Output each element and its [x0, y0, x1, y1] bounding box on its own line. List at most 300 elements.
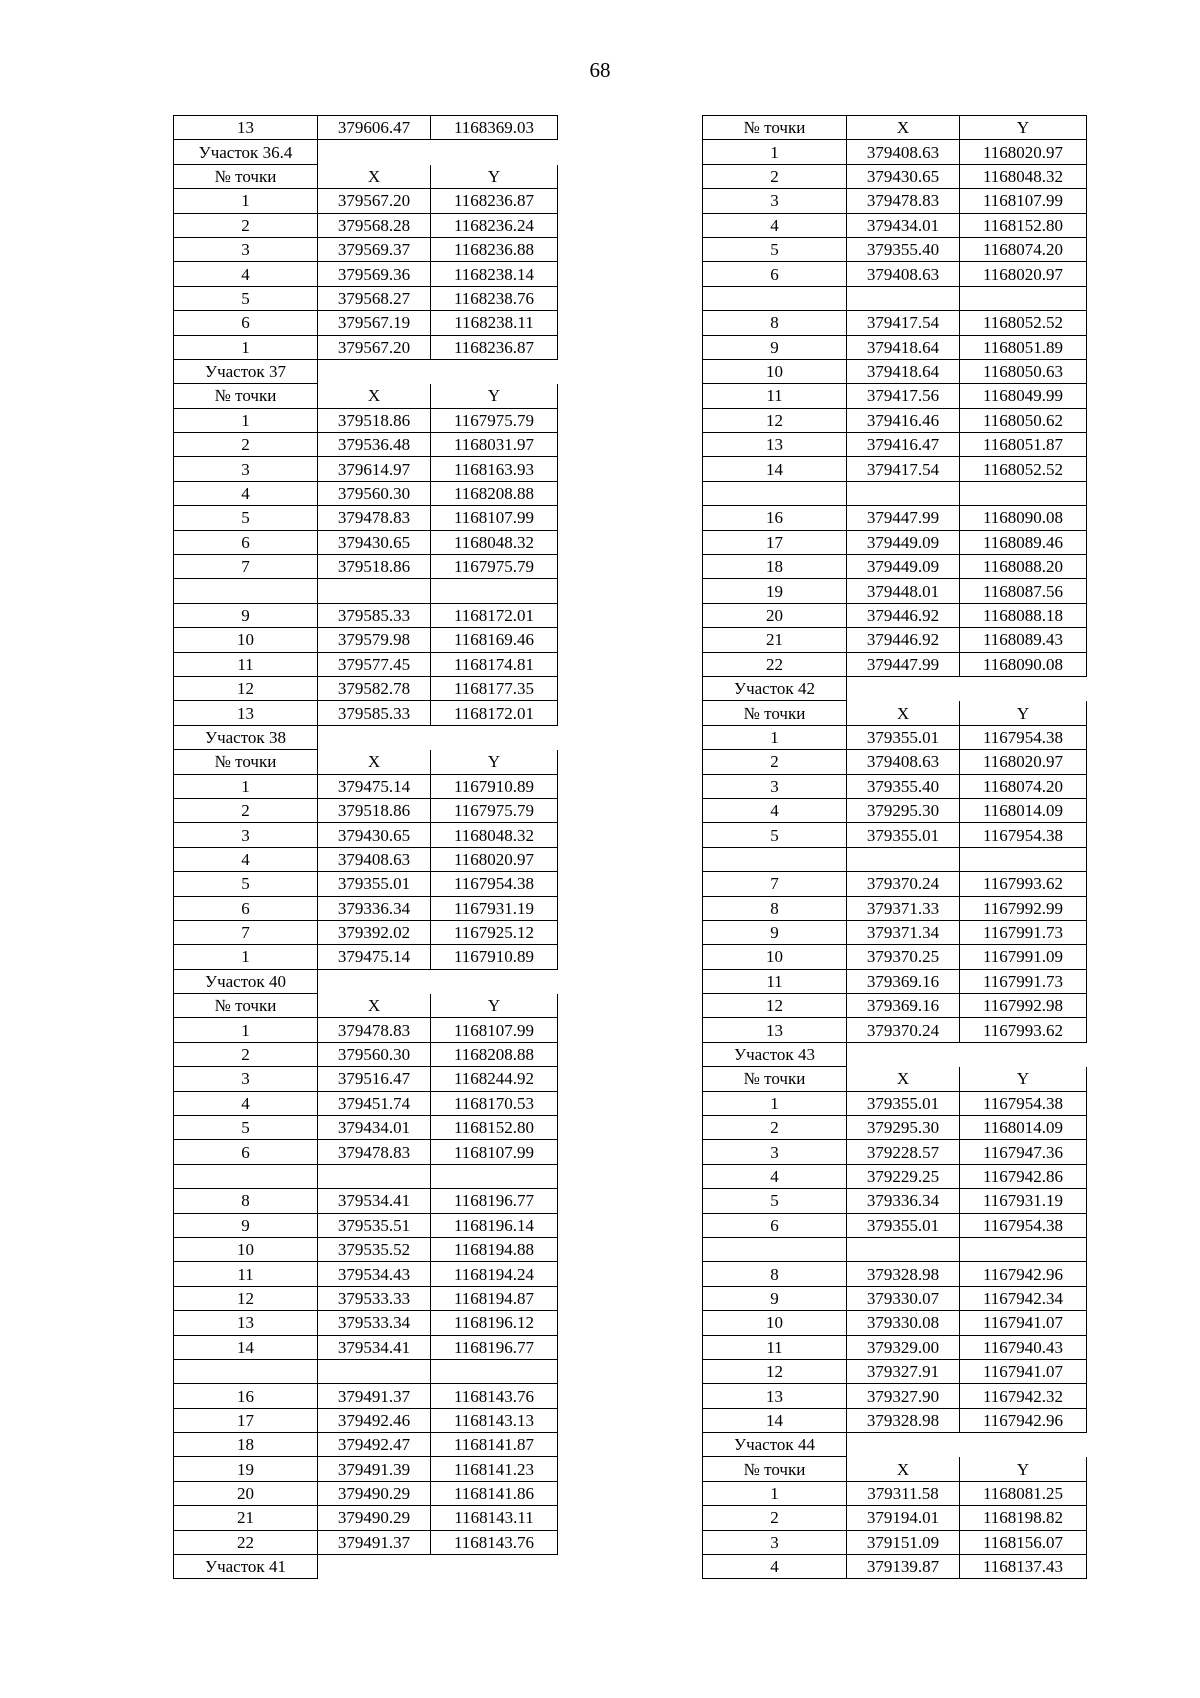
x-coordinate-cell: 379492.46	[318, 1408, 431, 1432]
point-number-cell	[174, 1359, 318, 1383]
section-title-row	[174, 359, 558, 383]
section-title-row	[703, 1433, 1087, 1457]
point-number-cell: 12	[703, 1359, 847, 1383]
point-number-cell: 6	[703, 262, 847, 286]
section-title: Участок 43	[703, 1042, 847, 1066]
table-row	[703, 872, 1087, 896]
point-number-cell: 13	[703, 1384, 847, 1408]
point-number-cell: 8	[703, 311, 847, 335]
point-number-cell: 2	[703, 750, 847, 774]
x-coordinate-cell: 379355.40	[847, 237, 960, 261]
y-coordinate-cell: 1167931.19	[431, 896, 558, 920]
x-coordinate-cell: 379229.25	[847, 1164, 960, 1188]
x-coordinate-cell: 379534.41	[318, 1189, 431, 1213]
y-coordinate-cell: 1168194.24	[431, 1262, 558, 1286]
point-number-cell: 14	[703, 1408, 847, 1432]
point-number-header: № точки	[703, 1067, 847, 1091]
empty-cell	[960, 1042, 1087, 1066]
x-coordinate-cell: 379475.14	[318, 945, 431, 969]
point-number-cell: 17	[703, 530, 847, 554]
header-row	[703, 1067, 1087, 1091]
section-title-row	[174, 969, 558, 993]
empty-cell	[431, 140, 558, 164]
point-number-cell: 7	[174, 555, 318, 579]
x-coordinate-cell: 379560.30	[318, 481, 431, 505]
table-row	[174, 579, 558, 603]
point-number-cell: 10	[174, 628, 318, 652]
x-coordinate-cell: 379369.16	[847, 969, 960, 993]
x-coordinate-cell: 379295.30	[847, 1116, 960, 1140]
y-coordinate-cell: 1168152.80	[431, 1116, 558, 1140]
y-coordinate-cell: 1168048.32	[431, 530, 558, 554]
table-row	[174, 896, 558, 920]
table-row	[703, 1140, 1087, 1164]
point-number-cell: 13	[174, 701, 318, 725]
table-row	[703, 262, 1087, 286]
x-coordinate-cell	[847, 481, 960, 505]
y-coordinate-cell: 1168087.56	[960, 579, 1087, 603]
x-coordinate-cell: 379329.00	[847, 1335, 960, 1359]
table-row	[703, 530, 1087, 554]
x-coordinate-cell: 379536.48	[318, 433, 431, 457]
y-coordinate-cell: 1168089.43	[960, 628, 1087, 652]
point-number-cell: 2	[174, 213, 318, 237]
table-row	[174, 1237, 558, 1261]
header-row	[174, 994, 558, 1018]
y-coordinate-cell: 1167991.73	[960, 969, 1087, 993]
y-coordinate-cell: 1167910.89	[431, 774, 558, 798]
table-row	[703, 311, 1087, 335]
point-number-cell: 2	[703, 1506, 847, 1530]
x-coordinate-cell: 379434.01	[847, 213, 960, 237]
point-number-header: № точки	[703, 701, 847, 725]
table-row	[703, 1384, 1087, 1408]
y-coordinate-cell: 1167993.62	[960, 872, 1087, 896]
y-coordinate-cell	[960, 1237, 1087, 1261]
y-coordinate-cell: 1168196.77	[431, 1335, 558, 1359]
empty-cell	[318, 725, 431, 749]
y-coordinate-cell	[960, 847, 1087, 871]
point-number-cell	[174, 1164, 318, 1188]
table-row	[703, 969, 1087, 993]
point-number-cell	[703, 847, 847, 871]
y-coordinate-cell	[960, 286, 1087, 310]
y-coordinate-cell: 1168236.87	[431, 335, 558, 359]
x-coordinate-cell: 379336.34	[318, 896, 431, 920]
table-row	[703, 798, 1087, 822]
y-coordinate-cell: 1168143.76	[431, 1384, 558, 1408]
y-coordinate-cell: 1167991.09	[960, 945, 1087, 969]
table-row	[703, 1116, 1087, 1140]
table-row	[174, 1457, 558, 1481]
section-title: Участок 37	[174, 359, 318, 383]
empty-cell	[431, 969, 558, 993]
table-row	[703, 237, 1087, 261]
x-coordinate-cell: 379369.16	[847, 994, 960, 1018]
x-coordinate-cell: 379370.24	[847, 872, 960, 896]
y-coordinate-cell: 1168074.20	[960, 237, 1087, 261]
x-coordinate-cell: 379371.34	[847, 920, 960, 944]
point-number-cell: 4	[174, 481, 318, 505]
x-coordinate-cell: 379430.65	[318, 530, 431, 554]
x-header: X	[847, 1457, 960, 1481]
point-number-cell: 13	[174, 1311, 318, 1335]
table-row	[703, 164, 1087, 188]
x-coordinate-cell: 379535.51	[318, 1213, 431, 1237]
y-coordinate-cell: 1168143.11	[431, 1506, 558, 1530]
y-coordinate-cell: 1168014.09	[960, 1116, 1087, 1140]
table-row	[703, 359, 1087, 383]
y-coordinate-cell: 1168050.63	[960, 359, 1087, 383]
y-coordinate-cell: 1168172.01	[431, 701, 558, 725]
point-number-cell: 9	[703, 335, 847, 359]
point-number-cell: 12	[174, 676, 318, 700]
table-row	[174, 847, 558, 871]
point-number-cell: 2	[703, 164, 847, 188]
x-coordinate-cell: 379417.56	[847, 384, 960, 408]
table-row	[703, 1481, 1087, 1505]
y-coordinate-cell: 1168090.08	[960, 652, 1087, 676]
y-coordinate-cell: 1167975.79	[431, 555, 558, 579]
y-coordinate-cell	[431, 579, 558, 603]
point-number-cell: 16	[174, 1384, 318, 1408]
y-coordinate-cell	[960, 481, 1087, 505]
point-number-cell: 2	[174, 433, 318, 457]
table-row	[174, 798, 558, 822]
y-coordinate-cell: 1168081.25	[960, 1481, 1087, 1505]
x-coordinate-cell: 379535.52	[318, 1237, 431, 1261]
x-coordinate-cell: 379568.27	[318, 286, 431, 310]
x-coordinate-cell: 379408.63	[847, 262, 960, 286]
y-header: Y	[960, 701, 1087, 725]
point-number-cell: 22	[174, 1530, 318, 1554]
point-number-cell: 1	[174, 945, 318, 969]
point-number-cell: 21	[174, 1506, 318, 1530]
section-title: Участок 42	[703, 676, 847, 700]
table-row	[703, 920, 1087, 944]
header-row	[174, 164, 558, 188]
point-number-header: № точки	[703, 1457, 847, 1481]
point-number-cell: 8	[703, 896, 847, 920]
empty-cell	[847, 1433, 960, 1457]
y-coordinate-cell: 1168141.86	[431, 1481, 558, 1505]
point-number-cell: 3	[174, 457, 318, 481]
point-number-cell: 1	[174, 1018, 318, 1042]
table-row	[174, 603, 558, 627]
table-row	[174, 872, 558, 896]
x-coordinate-cell: 379567.20	[318, 189, 431, 213]
table-row	[174, 433, 558, 457]
empty-cell	[431, 1555, 558, 1579]
y-coordinate-cell: 1168238.76	[431, 286, 558, 310]
y-header: Y	[431, 164, 558, 188]
point-number-cell: 10	[703, 359, 847, 383]
y-coordinate-cell: 1168088.18	[960, 603, 1087, 627]
point-number-cell: 4	[174, 847, 318, 871]
point-number-cell	[703, 286, 847, 310]
point-number-cell: 11	[703, 1335, 847, 1359]
point-number-cell: 12	[703, 994, 847, 1018]
table-row	[174, 1408, 558, 1432]
x-header: X	[318, 994, 431, 1018]
table-row	[174, 1262, 558, 1286]
coordinates-table-left	[173, 115, 558, 1579]
y-coordinate-cell: 1168107.99	[431, 1140, 558, 1164]
point-number-cell	[174, 579, 318, 603]
table-row	[703, 628, 1087, 652]
y-coordinate-cell: 1168107.99	[431, 1018, 558, 1042]
table-row	[174, 116, 558, 140]
table-row	[174, 1286, 558, 1310]
point-number-cell: 1	[703, 140, 847, 164]
point-number-cell: 6	[174, 896, 318, 920]
section-title-row	[174, 1555, 558, 1579]
point-number-cell: 6	[174, 530, 318, 554]
y-coordinate-cell: 1168107.99	[431, 506, 558, 530]
point-number-cell	[703, 481, 847, 505]
table-row	[703, 603, 1087, 627]
table-row	[703, 481, 1087, 505]
table-row	[703, 1555, 1087, 1579]
table-row	[703, 896, 1087, 920]
point-number-cell: 8	[703, 1262, 847, 1286]
table-row	[174, 1506, 558, 1530]
x-coordinate-cell: 379371.33	[847, 896, 960, 920]
x-coordinate-cell: 379408.63	[318, 847, 431, 871]
point-number-cell: 19	[174, 1457, 318, 1481]
point-number-cell: 5	[174, 286, 318, 310]
table-row	[703, 1408, 1087, 1432]
y-coordinate-cell: 1168050.62	[960, 408, 1087, 432]
table-row	[703, 1164, 1087, 1188]
y-coordinate-cell: 1168014.09	[960, 798, 1087, 822]
point-number-cell: 7	[174, 920, 318, 944]
y-coordinate-cell: 1168049.99	[960, 384, 1087, 408]
x-coordinate-cell: 379370.24	[847, 1018, 960, 1042]
table-row	[174, 335, 558, 359]
section-title-row	[703, 676, 1087, 700]
point-number-cell: 18	[174, 1433, 318, 1457]
x-coordinate-cell: 379446.92	[847, 603, 960, 627]
x-coordinate-cell: 379416.47	[847, 433, 960, 457]
point-number-cell: 3	[174, 237, 318, 261]
table-row	[174, 506, 558, 530]
x-coordinate-cell: 379478.83	[318, 1140, 431, 1164]
table-row	[703, 1189, 1087, 1213]
y-header: Y	[960, 116, 1087, 140]
table-row	[703, 140, 1087, 164]
x-coordinate-cell: 379355.01	[847, 725, 960, 749]
point-number-cell: 9	[703, 920, 847, 944]
x-coordinate-cell: 379434.01	[318, 1116, 431, 1140]
table-row	[174, 311, 558, 335]
y-coordinate-cell: 1168143.76	[431, 1530, 558, 1554]
x-coordinate-cell: 379606.47	[318, 116, 431, 140]
point-number-cell: 9	[174, 1213, 318, 1237]
x-coordinate-cell: 379446.92	[847, 628, 960, 652]
x-coordinate-cell: 379355.01	[847, 1213, 960, 1237]
x-coordinate-cell: 379569.36	[318, 262, 431, 286]
x-coordinate-cell: 379328.98	[847, 1262, 960, 1286]
point-number-cell: 10	[174, 1237, 318, 1261]
table-row	[174, 555, 558, 579]
point-number-cell: 3	[174, 1067, 318, 1091]
y-coordinate-cell: 1168107.99	[960, 189, 1087, 213]
point-number-cell: 11	[174, 652, 318, 676]
y-coordinate-cell: 1167975.79	[431, 408, 558, 432]
x-coordinate-cell: 379582.78	[318, 676, 431, 700]
point-number-cell: 2	[703, 1116, 847, 1140]
point-number-cell: 1	[703, 1481, 847, 1505]
x-header: X	[318, 164, 431, 188]
point-number-header: № точки	[174, 164, 318, 188]
point-number-cell: 5	[174, 1116, 318, 1140]
empty-cell	[318, 1555, 431, 1579]
y-coordinate-cell: 1168052.52	[960, 311, 1087, 335]
y-coordinate-cell: 1167941.07	[960, 1359, 1087, 1383]
y-coordinate-cell: 1168172.01	[431, 603, 558, 627]
table-row	[703, 750, 1087, 774]
point-number-cell: 22	[703, 652, 847, 676]
y-coordinate-cell: 1168031.97	[431, 433, 558, 457]
y-coordinate-cell: 1168020.97	[431, 847, 558, 871]
y-coordinate-cell: 1168174.81	[431, 652, 558, 676]
table-row	[174, 1481, 558, 1505]
x-coordinate-cell: 379560.30	[318, 1042, 431, 1066]
point-number-cell: 5	[703, 1189, 847, 1213]
y-coordinate-cell: 1168244.92	[431, 1067, 558, 1091]
point-number-header: № точки	[703, 116, 847, 140]
point-number-cell: 14	[703, 457, 847, 481]
point-number-cell: 3	[703, 189, 847, 213]
x-coordinate-cell: 379475.14	[318, 774, 431, 798]
x-coordinate-cell: 379534.41	[318, 1335, 431, 1359]
table-row	[703, 1262, 1087, 1286]
table-row	[174, 1140, 558, 1164]
y-coordinate-cell: 1168048.32	[431, 823, 558, 847]
y-coordinate-cell: 1168236.24	[431, 213, 558, 237]
y-coordinate-cell: 1167940.43	[960, 1335, 1087, 1359]
x-coordinate-cell: 379567.20	[318, 335, 431, 359]
x-coordinate-cell: 379418.64	[847, 359, 960, 383]
table-row	[703, 945, 1087, 969]
table-row	[703, 725, 1087, 749]
point-number-cell: 2	[174, 798, 318, 822]
table-row	[174, 1335, 558, 1359]
x-coordinate-cell: 379490.29	[318, 1481, 431, 1505]
y-coordinate-cell: 1168088.20	[960, 555, 1087, 579]
coordinates-table-right	[702, 115, 1087, 1579]
point-number-cell: 19	[703, 579, 847, 603]
x-coordinate-cell: 379295.30	[847, 798, 960, 822]
table-row	[174, 189, 558, 213]
y-coordinate-cell: 1168369.03	[431, 116, 558, 140]
x-coordinate-cell: 379417.54	[847, 311, 960, 335]
y-coordinate-cell: 1167942.96	[960, 1262, 1087, 1286]
point-number-cell: 4	[174, 262, 318, 286]
x-coordinate-cell: 379417.54	[847, 457, 960, 481]
y-coordinate-cell: 1168020.97	[960, 262, 1087, 286]
table-row	[174, 481, 558, 505]
header-row	[703, 701, 1087, 725]
section-title: Участок 44	[703, 1433, 847, 1457]
x-coordinate-cell: 379430.65	[847, 164, 960, 188]
y-coordinate-cell: 1167954.38	[960, 823, 1087, 847]
point-number-cell: 1	[703, 1091, 847, 1115]
x-coordinate-cell: 379355.01	[847, 1091, 960, 1115]
table-row	[174, 1018, 558, 1042]
x-coordinate-cell: 379194.01	[847, 1506, 960, 1530]
table-row	[174, 676, 558, 700]
x-coordinate-cell: 379447.99	[847, 506, 960, 530]
table-row	[174, 920, 558, 944]
section-title: Участок 36.4	[174, 140, 318, 164]
x-coordinate-cell: 379448.01	[847, 579, 960, 603]
table-row	[174, 1189, 558, 1213]
table-row	[174, 945, 558, 969]
table-row	[174, 237, 558, 261]
table-row	[174, 1359, 558, 1383]
y-coordinate-cell: 1167925.12	[431, 920, 558, 944]
x-coordinate-cell	[318, 579, 431, 603]
y-coordinate-cell: 1168141.87	[431, 1433, 558, 1457]
section-title: Участок 38	[174, 725, 318, 749]
y-coordinate-cell: 1168170.53	[431, 1091, 558, 1115]
section-title-row	[174, 725, 558, 749]
table-row	[174, 408, 558, 432]
point-number-cell: 9	[174, 603, 318, 627]
x-coordinate-cell: 379311.58	[847, 1481, 960, 1505]
point-number-cell: 4	[703, 798, 847, 822]
table-row	[703, 457, 1087, 481]
point-number-cell: 8	[174, 1189, 318, 1213]
table-row	[703, 1506, 1087, 1530]
x-coordinate-cell: 379518.86	[318, 408, 431, 432]
table-row	[174, 628, 558, 652]
point-number-cell: 21	[703, 628, 847, 652]
header-row	[174, 750, 558, 774]
y-coordinate-cell: 1168137.43	[960, 1555, 1087, 1579]
table-row	[703, 384, 1087, 408]
x-coordinate-cell: 379585.33	[318, 603, 431, 627]
point-number-cell: 4	[174, 1091, 318, 1115]
empty-cell	[431, 359, 558, 383]
page-number: 68	[589, 58, 611, 82]
point-number-cell: 5	[174, 506, 318, 530]
table-row	[703, 652, 1087, 676]
y-coordinate-cell: 1167954.38	[431, 872, 558, 896]
point-number-cell: 5	[703, 237, 847, 261]
x-coordinate-cell: 379330.07	[847, 1286, 960, 1310]
table-row	[174, 1042, 558, 1066]
header-row	[703, 116, 1087, 140]
point-number-cell: 2	[174, 1042, 318, 1066]
y-coordinate-cell: 1168194.88	[431, 1237, 558, 1261]
point-number-cell: 1	[174, 408, 318, 432]
x-coordinate-cell: 379392.02	[318, 920, 431, 944]
table-row	[703, 1018, 1087, 1042]
point-number-cell: 5	[174, 872, 318, 896]
x-coordinate-cell: 379408.63	[847, 140, 960, 164]
point-number-cell: 1	[703, 725, 847, 749]
table-row	[703, 1213, 1087, 1237]
y-coordinate-cell: 1168051.87	[960, 433, 1087, 457]
y-coordinate-cell: 1167910.89	[431, 945, 558, 969]
point-number-cell: 10	[703, 945, 847, 969]
point-number-cell: 1	[174, 774, 318, 798]
table-row	[703, 1237, 1087, 1261]
y-coordinate-cell: 1168156.07	[960, 1530, 1087, 1554]
